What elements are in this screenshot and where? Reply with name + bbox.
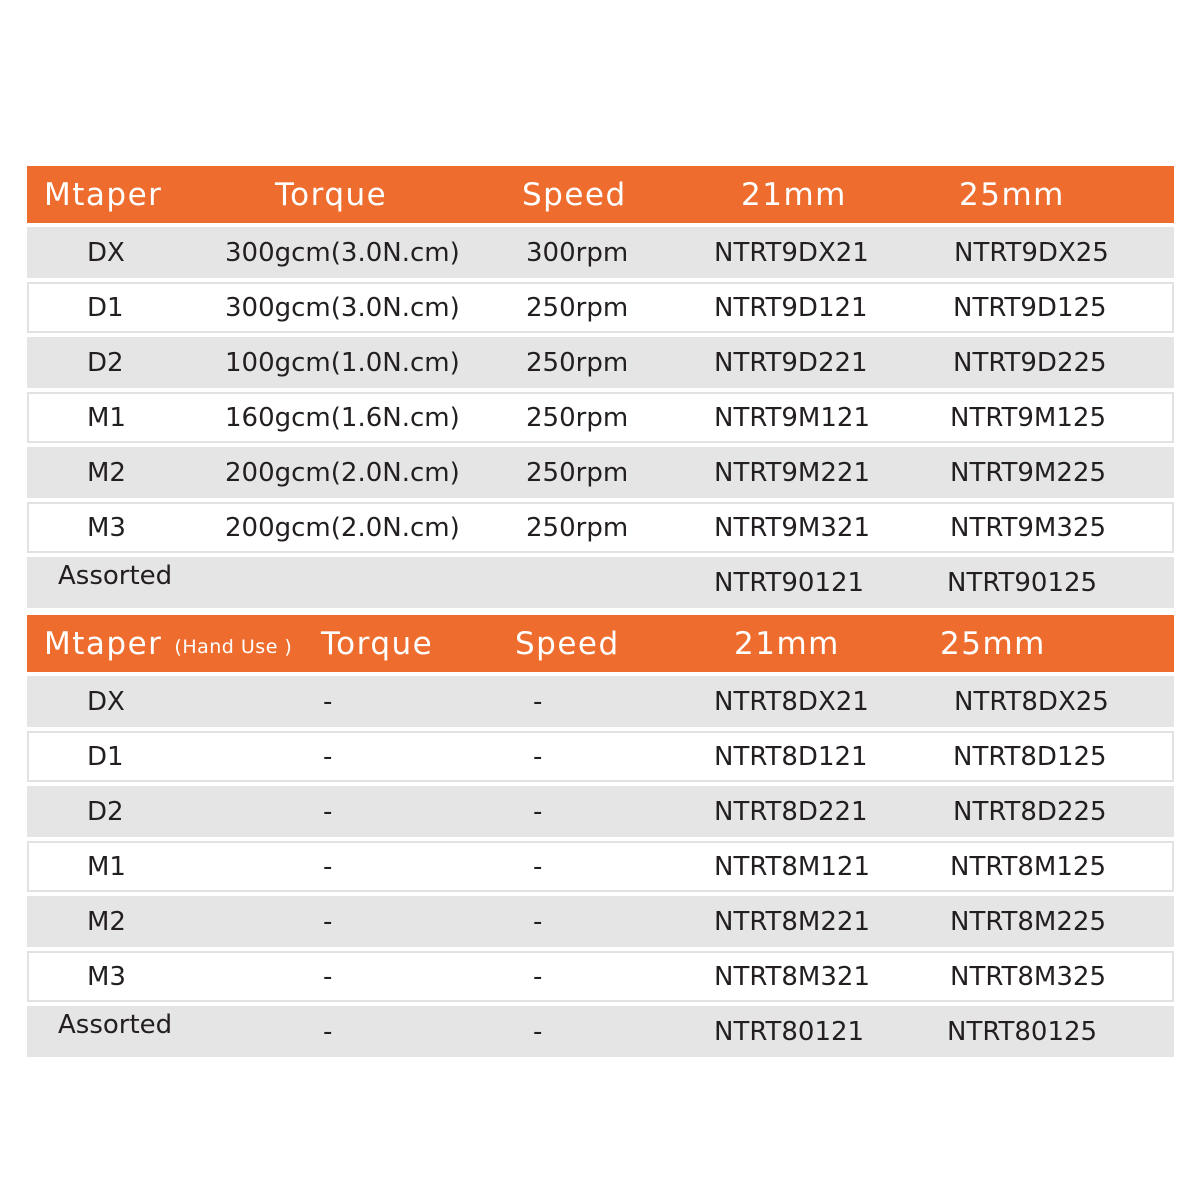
cell-torque: - xyxy=(323,851,333,882)
cell-21mm: NTRT80121 xyxy=(714,1016,865,1047)
cell-25mm: NTRT9M125 xyxy=(950,402,1106,433)
header-21mm: 21mm xyxy=(741,176,847,213)
cell-model: M3 xyxy=(87,961,126,992)
cell-25mm: NTRT8M125 xyxy=(950,851,1106,882)
cell-25mm: NTRT90125 xyxy=(947,567,1098,598)
header-mtaper: Mtaper xyxy=(44,176,163,213)
table-header xyxy=(27,166,1174,223)
cell-speed: - xyxy=(533,961,543,992)
header-25mm: 25mm xyxy=(959,176,1065,213)
cell-25mm: NTRT9M225 xyxy=(950,457,1106,488)
cell-21mm: NTRT8M221 xyxy=(714,906,870,937)
cell-model: D1 xyxy=(87,292,124,323)
cell-speed: 250rpm xyxy=(526,512,629,543)
cell-model: M2 xyxy=(87,457,126,488)
header-mtaper-label: Mtaper xyxy=(44,625,163,662)
cell-21mm: NTRT8M321 xyxy=(714,961,870,992)
header-21mm: 21mm xyxy=(734,625,840,662)
cell-torque: 200gcm(2.0N.cm) xyxy=(225,512,460,543)
cell-21mm: NTRT8DX21 xyxy=(714,686,869,717)
cell-torque: - xyxy=(323,906,333,937)
cell-21mm: NTRT9M121 xyxy=(714,402,870,433)
cell-25mm: NTRT9D225 xyxy=(953,347,1107,378)
cell-25mm: NTRT9D125 xyxy=(953,292,1107,323)
cell-torque: 100gcm(1.0N.cm) xyxy=(225,347,460,378)
cell-25mm: NTRT9DX25 xyxy=(954,237,1109,268)
cell-model: Assorted xyxy=(58,561,173,591)
table-row xyxy=(27,731,1174,782)
cell-21mm: NTRT9M221 xyxy=(714,457,870,488)
cell-model: DX xyxy=(87,237,125,268)
cell-model: DX xyxy=(87,686,125,717)
table-row xyxy=(27,1006,1174,1057)
cell-model: D2 xyxy=(87,347,124,378)
cell-25mm: NTRT8D125 xyxy=(953,741,1107,772)
header-torque: Torque xyxy=(275,176,388,213)
cell-speed: - xyxy=(533,741,543,772)
cell-21mm: NTRT8M121 xyxy=(714,851,870,882)
cell-25mm: NTRT8D225 xyxy=(953,796,1107,827)
cell-torque: - xyxy=(323,1016,333,1047)
cell-speed: - xyxy=(533,851,543,882)
cell-torque: - xyxy=(323,686,333,717)
cell-torque: - xyxy=(323,961,333,992)
cell-torque: 300gcm(3.0N.cm) xyxy=(225,292,460,323)
table-row xyxy=(27,337,1174,388)
cell-speed: 250rpm xyxy=(526,402,629,433)
table-row xyxy=(27,282,1174,333)
cell-21mm: NTRT8D121 xyxy=(714,741,868,772)
table-row xyxy=(27,227,1174,278)
cell-model: Assorted xyxy=(58,1010,173,1040)
cell-speed: 250rpm xyxy=(526,347,629,378)
table-row xyxy=(27,447,1174,498)
table-row xyxy=(27,786,1174,837)
table-row xyxy=(27,896,1174,947)
cell-25mm: NTRT8DX25 xyxy=(954,686,1109,717)
cell-model: M1 xyxy=(87,851,126,882)
cell-model: M1 xyxy=(87,402,126,433)
cell-21mm: NTRT9D221 xyxy=(714,347,868,378)
cell-speed: 250rpm xyxy=(526,457,629,488)
header-torque: Torque xyxy=(321,625,434,662)
header-speed: Speed xyxy=(522,176,627,213)
table-row xyxy=(27,676,1174,727)
motor-taper-table xyxy=(27,166,1174,608)
cell-speed: - xyxy=(533,1016,543,1047)
cell-21mm: NTRT9D121 xyxy=(714,292,868,323)
cell-torque: 160gcm(1.6N.cm) xyxy=(225,402,460,433)
cell-torque: 300gcm(3.0N.cm) xyxy=(225,237,460,268)
table-row xyxy=(27,841,1174,892)
cell-torque: - xyxy=(323,796,333,827)
cell-model: M3 xyxy=(87,512,126,543)
hand-use-taper-table xyxy=(27,615,1174,1057)
cell-21mm: NTRT8D221 xyxy=(714,796,868,827)
header-mtaper xyxy=(44,615,292,672)
cell-model: D2 xyxy=(87,796,124,827)
table-row xyxy=(27,392,1174,443)
cell-torque: 200gcm(2.0N.cm) xyxy=(225,457,460,488)
cell-speed: - xyxy=(533,796,543,827)
cell-speed: - xyxy=(533,906,543,937)
table-row xyxy=(27,502,1174,553)
header-25mm: 25mm xyxy=(940,625,1046,662)
cell-speed: 300rpm xyxy=(526,237,629,268)
cell-25mm: NTRT9M325 xyxy=(950,512,1106,543)
cell-torque: - xyxy=(323,741,333,772)
cell-model: M2 xyxy=(87,906,126,937)
cell-speed: - xyxy=(533,686,543,717)
cell-speed: 250rpm xyxy=(526,292,629,323)
cell-25mm: NTRT80125 xyxy=(947,1016,1098,1047)
cell-21mm: NTRT90121 xyxy=(714,567,865,598)
header-hand-use-note: (Hand Use ) xyxy=(174,635,293,658)
cell-25mm: NTRT8M325 xyxy=(950,961,1106,992)
table-header xyxy=(27,615,1174,672)
table-row xyxy=(27,951,1174,1002)
cell-model: D1 xyxy=(87,741,124,772)
cell-21mm: NTRT9DX21 xyxy=(714,237,869,268)
table-row xyxy=(27,557,1174,608)
cell-25mm: NTRT8M225 xyxy=(950,906,1106,937)
header-speed: Speed xyxy=(515,625,620,662)
cell-21mm: NTRT9M321 xyxy=(714,512,870,543)
